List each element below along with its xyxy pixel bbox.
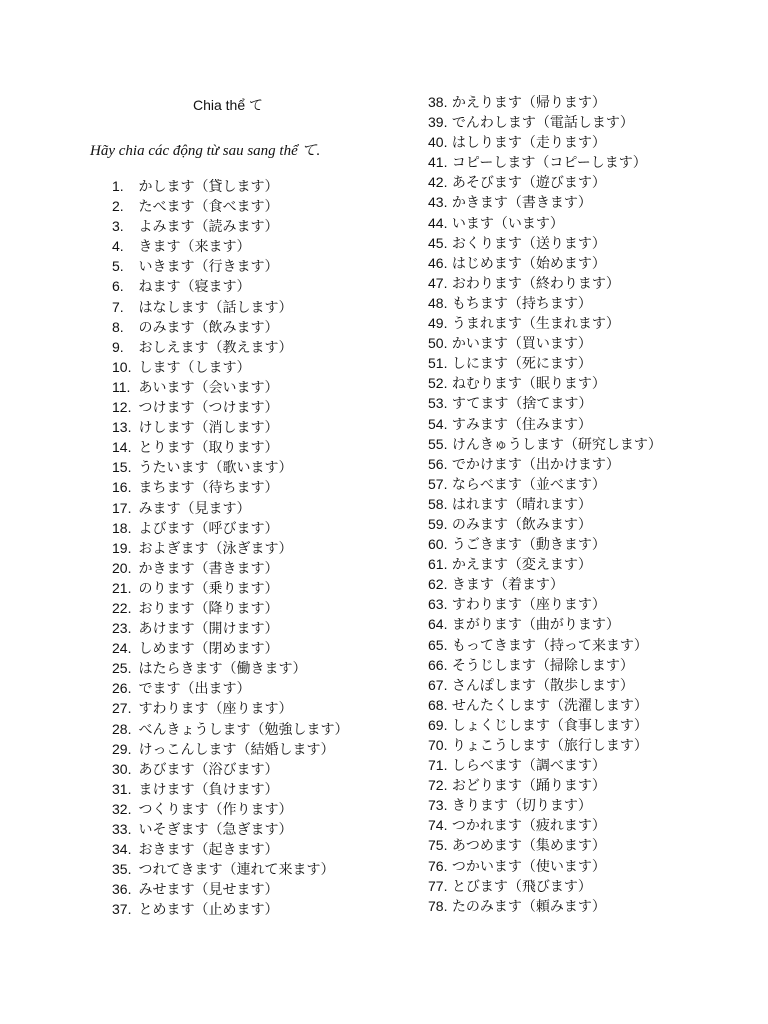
item-number: 10. xyxy=(112,358,132,375)
verb-text: よびます（呼びます） xyxy=(138,520,279,537)
verb-text: ねます（寝ます） xyxy=(138,279,251,296)
item-number: 55. xyxy=(428,435,448,452)
verb-item xyxy=(112,498,348,518)
verb-item xyxy=(428,253,662,273)
verb-item xyxy=(112,276,348,296)
verb-item xyxy=(428,735,662,755)
verb-item xyxy=(112,256,348,276)
verb-text: まがります（曲がります） xyxy=(451,617,620,634)
verb-text: しにます（死にます） xyxy=(451,356,592,373)
item-number: 58. xyxy=(428,495,448,512)
verb-text: もってきます（持って来ます） xyxy=(451,637,648,654)
verb-item xyxy=(112,518,348,538)
item-number: 12. xyxy=(112,399,132,416)
verb-item xyxy=(112,859,348,879)
verb-text: でます（出ます） xyxy=(138,681,251,698)
item-number: 49. xyxy=(428,315,448,332)
item-number: 6. xyxy=(112,278,124,295)
verb-text: おります（降ります） xyxy=(138,600,279,617)
item-number: 22. xyxy=(112,599,132,616)
verb-text: きます（来ます） xyxy=(138,239,251,256)
item-number: 23. xyxy=(112,620,132,637)
verb-item xyxy=(428,635,662,655)
verb-item xyxy=(428,474,662,494)
verb-text: つかいます（使います） xyxy=(451,858,606,875)
verb-item xyxy=(428,353,662,373)
verb-text: まけます（負けます） xyxy=(138,781,279,798)
verb-text: りょこうします（旅行します） xyxy=(451,738,648,754)
verb-list-left xyxy=(112,176,348,919)
verb-item xyxy=(112,739,348,759)
verb-text: けします（消します） xyxy=(138,420,279,437)
item-number: 69. xyxy=(428,716,448,733)
item-number: 24. xyxy=(112,640,132,657)
item-number: 9. xyxy=(112,338,124,355)
verb-text: のみます（飲みます） xyxy=(138,319,279,336)
item-number: 61. xyxy=(428,556,448,573)
verb-item xyxy=(112,377,348,397)
verb-item xyxy=(112,357,348,377)
verb-item xyxy=(112,598,348,618)
verb-text: いきます（行きます） xyxy=(138,259,279,276)
item-number: 76. xyxy=(428,857,448,874)
item-number: 59. xyxy=(428,515,448,532)
item-number: 71. xyxy=(428,757,448,774)
verb-item xyxy=(428,192,662,212)
verb-item xyxy=(428,233,662,253)
verb-item xyxy=(428,112,662,132)
verb-text: おきます（起きます） xyxy=(138,842,279,859)
verb-item xyxy=(428,172,662,192)
verb-list-right xyxy=(428,92,662,916)
item-number: 37. xyxy=(112,901,132,918)
verb-text: おしえます（教えます） xyxy=(138,339,293,356)
verb-text: たべます（食べます） xyxy=(138,199,279,216)
verb-item xyxy=(428,876,662,896)
verb-item xyxy=(428,755,662,775)
verb-text: はれます（晴れます） xyxy=(451,496,592,513)
item-number: 63. xyxy=(428,596,448,613)
verb-text: すわります（座ります） xyxy=(138,701,293,718)
verb-item xyxy=(428,795,662,815)
verb-text: かえります（帰ります） xyxy=(451,95,606,111)
verb-item xyxy=(112,477,348,497)
verb-item xyxy=(428,454,662,474)
item-number: 27. xyxy=(112,700,132,717)
item-number: 67. xyxy=(428,676,448,693)
item-number: 40. xyxy=(428,134,448,151)
verb-item xyxy=(428,835,662,855)
verb-text: しらべます（調べます） xyxy=(451,758,606,775)
item-number: 52. xyxy=(428,375,448,392)
item-number: 68. xyxy=(428,696,448,713)
verb-item xyxy=(112,317,348,337)
verb-text: します（します） xyxy=(138,359,251,376)
item-number: 39. xyxy=(428,114,448,131)
item-number: 26. xyxy=(112,680,132,697)
item-number: 34. xyxy=(112,841,132,858)
verb-item xyxy=(428,434,662,454)
item-number: 33. xyxy=(112,821,132,837)
verb-item xyxy=(112,437,348,457)
verb-text: とめます（止めます） xyxy=(138,902,279,919)
verb-text: はたらきます（働きます） xyxy=(138,661,307,678)
verb-text: けっこんします（結婚します） xyxy=(138,741,335,758)
verb-item xyxy=(112,698,348,718)
verb-text: のみます（飲みます） xyxy=(451,516,592,533)
verb-item xyxy=(428,92,662,112)
verb-item xyxy=(428,152,662,172)
item-number: 16. xyxy=(112,479,132,496)
verb-text: かえます（変えます） xyxy=(451,557,592,574)
item-number: 32. xyxy=(112,800,132,817)
verb-item xyxy=(428,775,662,795)
verb-text: はじめます（始めます） xyxy=(451,255,606,272)
verb-text: はしります（走ります） xyxy=(451,135,606,152)
verb-text: およぎます（泳ぎます） xyxy=(138,540,293,557)
verb-item xyxy=(428,614,662,634)
verb-item xyxy=(112,779,348,799)
item-number: 78. xyxy=(428,897,448,914)
verb-item xyxy=(112,196,348,216)
item-number: 28. xyxy=(112,720,132,737)
item-number: 57. xyxy=(428,475,448,492)
item-number: 4. xyxy=(112,238,124,255)
verb-text: まちます（待ちます） xyxy=(138,480,279,497)
verb-text: とびます（飛びます） xyxy=(451,878,592,895)
verb-item xyxy=(112,538,348,558)
verb-text: あいます（会います） xyxy=(138,379,279,396)
verb-item xyxy=(428,715,662,735)
item-number: 44. xyxy=(428,214,448,231)
verb-text: きます（着ます） xyxy=(451,577,564,594)
verb-item xyxy=(428,293,662,313)
verb-text: いそぎます（急ぎます） xyxy=(138,822,293,838)
verb-item xyxy=(112,176,348,196)
item-number: 60. xyxy=(428,536,448,553)
item-number: 65. xyxy=(428,636,448,653)
item-number: 48. xyxy=(428,294,448,311)
verb-item xyxy=(112,216,348,236)
verb-item xyxy=(428,373,662,393)
item-number: 72. xyxy=(428,777,448,794)
item-number: 11. xyxy=(112,378,131,395)
verb-text: かします（貸します） xyxy=(138,179,279,195)
item-number: 62. xyxy=(428,576,448,593)
verb-item xyxy=(428,313,662,333)
item-number: 42. xyxy=(428,174,448,191)
item-number: 73. xyxy=(428,797,448,814)
verb-text: しめます（閉めます） xyxy=(138,641,279,658)
verb-item xyxy=(428,534,662,554)
verb-text: うごきます（動きます） xyxy=(451,537,606,554)
verb-text: べんきょうします（勉強します） xyxy=(138,721,349,738)
verb-text: けんきゅうします（研究します） xyxy=(451,436,662,453)
verb-item xyxy=(112,337,348,357)
item-number: 13. xyxy=(112,419,132,436)
verb-text: のります（乗ります） xyxy=(138,580,279,597)
item-number: 25. xyxy=(112,660,132,677)
verb-text: つくります（作ります） xyxy=(138,801,293,818)
verb-text: もちます（持ちます） xyxy=(451,295,592,312)
item-number: 2. xyxy=(112,198,124,215)
verb-text: あけます（開けます） xyxy=(138,621,279,638)
verb-text: つれてきます（連れて来ます） xyxy=(138,862,335,879)
verb-text: ならべます（並べます） xyxy=(451,476,606,493)
verb-text: コピーします（コピーします） xyxy=(451,155,647,172)
verb-item xyxy=(428,856,662,876)
item-number: 30. xyxy=(112,760,132,777)
verb-item xyxy=(428,333,662,353)
verb-text: おどります（踊ります） xyxy=(451,778,606,795)
verb-item xyxy=(112,678,348,698)
verb-text: よみます（読みます） xyxy=(138,219,279,236)
verb-text: はなします（話します） xyxy=(138,299,293,316)
item-number: 38. xyxy=(428,94,448,110)
item-number: 15. xyxy=(112,459,132,476)
item-number: 46. xyxy=(428,254,448,271)
verb-item xyxy=(428,695,662,715)
verb-text: かいます（買います） xyxy=(451,336,592,353)
verb-item xyxy=(112,799,348,819)
item-number: 45. xyxy=(428,234,448,251)
item-number: 31. xyxy=(112,780,132,797)
verb-item xyxy=(428,655,662,675)
verb-text: あそびます（遊びます） xyxy=(451,175,606,192)
verb-item xyxy=(112,819,348,839)
verb-item xyxy=(112,658,348,678)
item-number: 50. xyxy=(428,335,448,352)
verb-text: そうじします（掃除します） xyxy=(451,657,634,674)
verb-text: みます（見ます） xyxy=(138,500,251,517)
verb-text: あつめます（集めます） xyxy=(451,838,606,855)
verb-text: せんたくします（洗濯します） xyxy=(451,697,648,714)
verb-item xyxy=(112,638,348,658)
item-number: 74. xyxy=(428,817,448,834)
verb-item xyxy=(112,297,348,317)
item-number: 53. xyxy=(428,395,448,412)
verb-item xyxy=(428,414,662,434)
verb-item xyxy=(428,494,662,514)
verb-item xyxy=(112,839,348,859)
item-number: 18. xyxy=(112,519,132,536)
item-number: 64. xyxy=(428,616,448,633)
item-number: 8. xyxy=(112,318,124,335)
verb-item xyxy=(428,132,662,152)
item-number: 70. xyxy=(428,737,448,753)
verb-text: かきます（書きます） xyxy=(451,195,592,212)
verb-text: います（います） xyxy=(451,215,564,232)
verb-text: おくります（送ります） xyxy=(451,235,606,252)
item-number: 43. xyxy=(428,194,448,211)
verb-item xyxy=(428,815,662,835)
item-number: 5. xyxy=(112,258,124,275)
verb-item xyxy=(428,554,662,574)
verb-text: みせます（見せます） xyxy=(138,882,279,899)
item-number: 75. xyxy=(428,837,448,854)
item-number: 20. xyxy=(112,559,132,576)
item-number: 14. xyxy=(112,439,132,456)
verb-item xyxy=(112,457,348,477)
item-number: 51. xyxy=(428,355,448,372)
verb-text: でかけます（出かけます） xyxy=(451,456,620,473)
item-number: 56. xyxy=(428,455,448,472)
verb-item xyxy=(112,236,348,256)
verb-text: すわります（座ります） xyxy=(451,597,606,614)
verb-item xyxy=(112,558,348,578)
item-number: 47. xyxy=(428,274,448,291)
verb-item xyxy=(428,574,662,594)
verb-text: でんわします（電話します） xyxy=(451,115,634,132)
verb-text: つかれます（疲れます） xyxy=(451,818,606,835)
verb-item xyxy=(112,899,348,919)
item-number: 36. xyxy=(112,881,132,898)
verb-text: たのみます（頼みます） xyxy=(451,898,606,915)
item-number: 17. xyxy=(112,499,132,516)
verb-item xyxy=(428,675,662,695)
verb-text: うまれます（生まれます） xyxy=(451,316,620,333)
verb-item xyxy=(428,213,662,233)
item-number: 3. xyxy=(112,218,124,235)
verb-text: あびます（浴びます） xyxy=(138,761,279,778)
verb-item xyxy=(428,273,662,293)
item-number: 1. xyxy=(112,178,124,194)
verb-text: かきます（書きます） xyxy=(138,560,279,577)
verb-text: おわります（終わります） xyxy=(451,275,620,292)
verb-text: きります（切ります） xyxy=(451,798,592,815)
item-number: 66. xyxy=(428,656,448,673)
verb-item xyxy=(112,618,348,638)
item-number: 54. xyxy=(428,415,448,432)
verb-text: しょくじします（食事します） xyxy=(451,717,648,734)
verb-item xyxy=(112,417,348,437)
verb-item xyxy=(112,578,348,598)
verb-text: さんぽします（散歩します） xyxy=(451,677,634,694)
item-number: 41. xyxy=(428,154,448,171)
verb-item xyxy=(428,594,662,614)
verb-item xyxy=(428,896,662,916)
verb-text: ねむります（眠ります） xyxy=(451,376,606,393)
verb-item xyxy=(112,879,348,899)
item-number: 7. xyxy=(112,298,124,315)
instruction-text: Hãy chia các động từ sau sang thể て. xyxy=(90,143,321,159)
page-title: Chia thể て xyxy=(192,97,264,113)
verb-item xyxy=(112,397,348,417)
verb-item xyxy=(428,514,662,534)
verb-text: すてます（捨てます） xyxy=(451,396,593,413)
verb-item xyxy=(428,393,662,413)
item-number: 29. xyxy=(112,740,132,757)
verb-text: つけます（つけます） xyxy=(138,400,279,417)
item-number: 77. xyxy=(428,877,448,894)
item-number: 35. xyxy=(112,861,132,878)
item-number: 21. xyxy=(112,579,132,596)
verb-item xyxy=(112,759,348,779)
verb-text: とります（取ります） xyxy=(138,440,279,457)
verb-text: うたいます（歌います） xyxy=(138,460,293,477)
verb-item xyxy=(112,719,348,739)
item-number: 19. xyxy=(112,539,132,556)
verb-text: すみます（住みます） xyxy=(451,416,592,433)
